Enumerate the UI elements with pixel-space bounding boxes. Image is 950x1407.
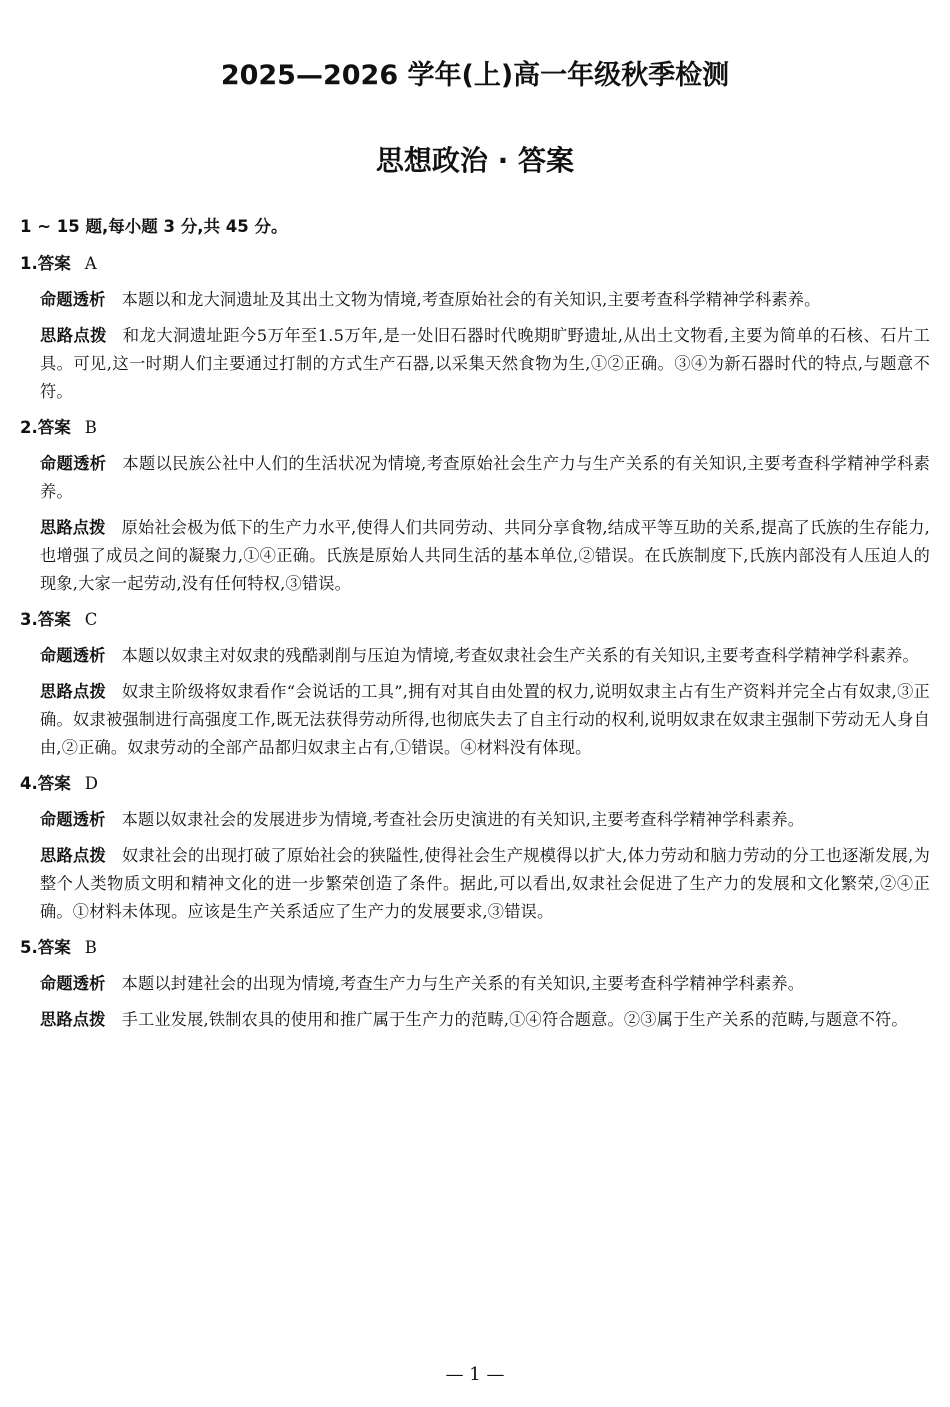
question-number: 3. <box>20 610 38 629</box>
answer-label: 答案 <box>37 610 71 629</box>
hint-text: 奴隶社会的出现打破了原始社会的狭隘性,使得社会生产规模得以扩大,体力劳动和脑力劳动的分工也逐渐发展,为整个人类物质文明和精神文化的进一步繁荣创造了条件。据此,可以看出,奴隶社会促进了生产力的发展和文化繁荣,②④正确。①材料未体现。应该是生产关系适应了生产力的发展要求,③错误。 <box>40 846 930 921</box>
analysis-paragraph <box>40 286 930 314</box>
hint-paragraph <box>40 678 930 762</box>
answer-label: 答案 <box>37 938 71 957</box>
analysis-text: 本题以封建社会的出现为情境,考查生产力与生产关系的有关知识,主要考查科学精神学科素养。 <box>121 974 805 993</box>
answer-label: 答案 <box>37 418 71 437</box>
analysis-paragraph <box>40 806 930 834</box>
hint-label: 思路点拨 <box>40 846 106 865</box>
subject-title: 思想政治 · 答案 <box>375 144 575 177</box>
answer-label: 答案 <box>37 254 71 273</box>
hint-label: 思路点拨 <box>40 682 106 701</box>
hint-text: 和龙大洞遗址距今5万年至1.5万年,是一处旧石器时代晚期旷野遗址,从出土文物看,主要为简单的石核、石片工具。可见,这一时期人们主要通过打制的方式生产石器,以采集天然食物为生,①②正确。③④为新石器时代的特点,与题意不符。 <box>40 326 930 401</box>
answer-list <box>20 250 930 1042</box>
answer-value: B <box>84 938 97 957</box>
hint-paragraph <box>40 322 930 406</box>
question-number: 1. <box>20 254 38 273</box>
question-2 <box>20 414 930 598</box>
analysis-text: 本题以奴隶主对奴隶的残酷剥削与压迫为情境,考查奴隶社会生产关系的有关知识,主要考查科学精神学科素养。 <box>121 646 919 665</box>
question-number: 5. <box>20 938 38 957</box>
analysis-paragraph <box>40 970 930 998</box>
analysis-label: 命题透析 <box>40 810 106 829</box>
scoring-instructions: 1 ~ 15 题,每小题 3 分,共 45 分。 <box>20 217 288 236</box>
question-number: 2. <box>20 418 38 437</box>
hint-paragraph <box>40 1006 930 1034</box>
analysis-text: 本题以和龙大洞遗址及其出土文物为情境,考查原始社会的有关知识,主要考查科学精神学科素养。 <box>121 290 821 309</box>
hint-label: 思路点拨 <box>40 1010 106 1029</box>
answer-value: A <box>84 254 97 273</box>
analysis-label: 命题透析 <box>40 646 106 665</box>
page-number: — 1 — <box>445 1364 505 1385</box>
hint-text: 奴隶主阶级将奴隶看作“会说话的工具”,拥有对其自由处置的权力,说明奴隶主占有生产资料并完全占有奴隶,③正确。奴隶被强制进行高强度工作,既无法获得劳动所得,也彻底失去了自主行动的权利,说明奴隶在奴隶主强制下劳动无人身自由,②正确。奴隶劳动的全部产品都归奴隶主占有,①错误。④材料没有体现。 <box>40 682 930 757</box>
answer-value: C <box>84 610 98 629</box>
analysis-label: 命题透析 <box>40 974 106 993</box>
analysis-text: 本题以民族公社中人们的生活状况为情境,考查原始社会生产力与生产关系的有关知识,主要考查科学精神学科素养。 <box>40 454 930 501</box>
analysis-label: 命题透析 <box>40 454 107 473</box>
question-answer-line <box>20 250 930 278</box>
question-answer-line <box>20 414 930 442</box>
analysis-text: 本题以奴隶社会的发展进步为情境,考查社会历史演进的有关知识,主要考查科学精神学科素养。 <box>121 810 805 829</box>
question-number: 4. <box>20 774 38 793</box>
answer-label: 答案 <box>37 774 71 793</box>
hint-text: 原始社会极为低下的生产力水平,使得人们共同劳动、共同分享食物,结成平等互助的关系,提高了氏族的生存能力,也增强了成员之间的凝聚力,①④正确。氏族是原始人共同生活的基本单位,②错误。在氏族制度下,氏族内部没有人压迫人的现象,大家一起劳动,没有任何特权,③错误。 <box>40 518 930 593</box>
hint-text: 手工业发展,铁制农具的使用和推广属于生产力的范畴,①④符合题意。②③属于生产关系的范畴,与题意不符。 <box>121 1010 908 1029</box>
question-5 <box>20 934 930 1034</box>
answer-value: B <box>84 418 97 437</box>
analysis-paragraph <box>40 642 930 670</box>
question-answer-line <box>20 606 930 634</box>
question-answer-line <box>20 934 930 962</box>
question-1 <box>20 250 930 406</box>
question-3 <box>20 606 930 762</box>
hint-label: 思路点拨 <box>40 326 107 345</box>
hint-paragraph <box>40 842 930 926</box>
hint-paragraph <box>40 514 930 598</box>
question-answer-line <box>20 770 930 798</box>
answer-value: D <box>84 774 98 793</box>
hint-label: 思路点拨 <box>40 518 106 537</box>
question-4 <box>20 770 930 926</box>
exam-title: 2025—2026 学年(上)高一年级秋季检测 <box>220 60 730 91</box>
analysis-paragraph <box>40 450 930 506</box>
analysis-label: 命题透析 <box>40 290 106 309</box>
